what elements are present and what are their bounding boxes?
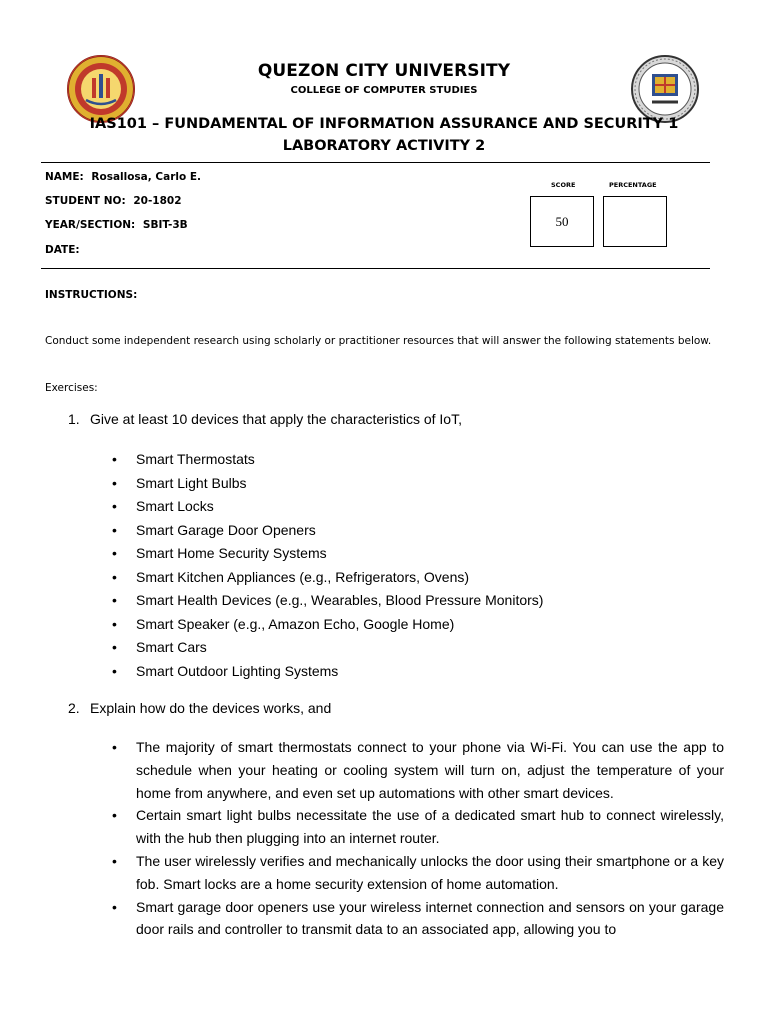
name-label: NAME: — [45, 171, 84, 183]
question-text: Give at least 10 devices that apply the characteristics of IoT, — [90, 411, 462, 427]
list-item-text: Smart Thermostats — [136, 451, 255, 467]
name-value: Rosallosa, Carlo E. — [91, 171, 202, 183]
student-name-row — [45, 171, 201, 183]
college-name: COLLEGE OF COMPUTER STUDIES — [290, 85, 478, 96]
question-text: Explain how do the devices works, and — [90, 700, 332, 716]
instructions-heading: INSTRUCTIONS: — [45, 289, 138, 301]
score-label: SCORE — [551, 181, 576, 189]
info-divider — [41, 268, 710, 269]
question-1 — [68, 411, 462, 427]
year-section-row — [45, 219, 188, 231]
list-item — [112, 589, 724, 613]
course-title: IAS101 – FUNDAMENTAL OF INFORMATION ASSURANCE AND SECURITY 1 — [89, 116, 679, 132]
list-item — [112, 896, 724, 942]
list-item — [112, 636, 724, 660]
exercises-label: Exercises: — [45, 382, 98, 394]
question-2-bullets — [112, 736, 724, 941]
list-item-text: Smart Light Bulbs — [136, 474, 247, 491]
list-item — [112, 804, 724, 850]
bullet-icon: • — [112, 898, 117, 915]
list-item — [112, 519, 724, 543]
percentage-label: PERCENTAGE — [609, 181, 657, 189]
list-item-text: The majority of smart thermostats connect to your phone via Wi-Fi. You can use the app to schedule when your heating or cooling system will turn on, adjust the temperature of your home from anywhere, and even set up automations with other smart devices. — [136, 739, 724, 801]
bullet-icon: • — [112, 521, 117, 538]
question-1-bullets — [112, 448, 724, 683]
list-item-text: Smart Home Security Systems — [136, 545, 327, 561]
bullet-icon: • — [112, 739, 117, 755]
list-item — [112, 660, 724, 684]
list-item — [112, 613, 724, 637]
bullet-icon: • — [112, 498, 117, 514]
bullet-icon: • — [112, 451, 117, 467]
bullet-icon: • — [112, 807, 117, 824]
year-section-value: SBIT-3B — [142, 219, 188, 231]
instructions-text: Conduct some independent research using scholarly or practitioner resources that will answer the following statements below. — [45, 335, 712, 347]
header-divider — [41, 162, 710, 163]
question-number: 2. — [68, 700, 80, 716]
year-section-label: YEAR/SECTION: — [45, 219, 136, 231]
list-item — [112, 495, 724, 519]
bullet-icon: • — [112, 568, 117, 585]
activity-title: LABORATORY ACTIVITY 2 — [282, 138, 486, 154]
list-item-text: Smart Locks — [136, 498, 214, 514]
list-item-text: Smart Cars — [136, 639, 207, 655]
list-item-text: Smart Health Devices (e.g., Wearables, Blood Pressure Monitors) — [136, 592, 544, 608]
list-item-text: The user wirelessly verifies and mechanically unlocks the door using their smartphone or a key fob. Smart locks are a home security extension of home automation. — [136, 852, 724, 892]
list-item-text: Smart Outdoor Lighting Systems — [136, 662, 339, 679]
list-item — [112, 736, 724, 804]
question-number: 1. — [68, 411, 80, 427]
percentage-box — [603, 196, 667, 247]
list-item — [112, 850, 724, 896]
student-no-label: STUDENT NO: — [45, 195, 126, 207]
bullet-icon: • — [112, 662, 117, 679]
score-box: 50 — [530, 196, 594, 247]
date-row — [45, 244, 80, 256]
list-item-text: Smart Garage Door Openers — [136, 521, 316, 538]
list-item — [112, 542, 724, 566]
university-name: QUEZON CITY UNIVERSITY — [257, 61, 511, 81]
bullet-icon: • — [112, 615, 117, 632]
list-item — [112, 472, 724, 496]
list-item — [112, 448, 724, 472]
bullet-icon: • — [112, 852, 117, 869]
list-item-text: Smart Kitchen Appliances (e.g., Refrigerators, Ovens) — [136, 568, 470, 585]
bullet-icon: • — [112, 545, 117, 561]
student-no-value: 20-1802 — [133, 195, 182, 207]
bullet-icon: • — [112, 474, 117, 491]
question-2 — [68, 700, 331, 716]
bullet-icon: • — [112, 592, 117, 608]
list-item-text: Smart Speaker (e.g., Amazon Echo, Google Home) — [136, 615, 455, 632]
list-item-text: Certain smart light bulbs necessitate the use of a dedicated smart hub to connect wirelessly, with the hub then plugging into an internet router. — [136, 807, 724, 847]
list-item — [112, 566, 724, 590]
student-no-row — [45, 195, 182, 207]
list-item-text: Smart garage door openers use your wireless internet connection and sensors on your garage door rails and controller to transmit data to an associated app, allowing you to — [136, 898, 724, 938]
date-label: DATE: — [45, 244, 80, 256]
bullet-icon: • — [112, 639, 117, 655]
